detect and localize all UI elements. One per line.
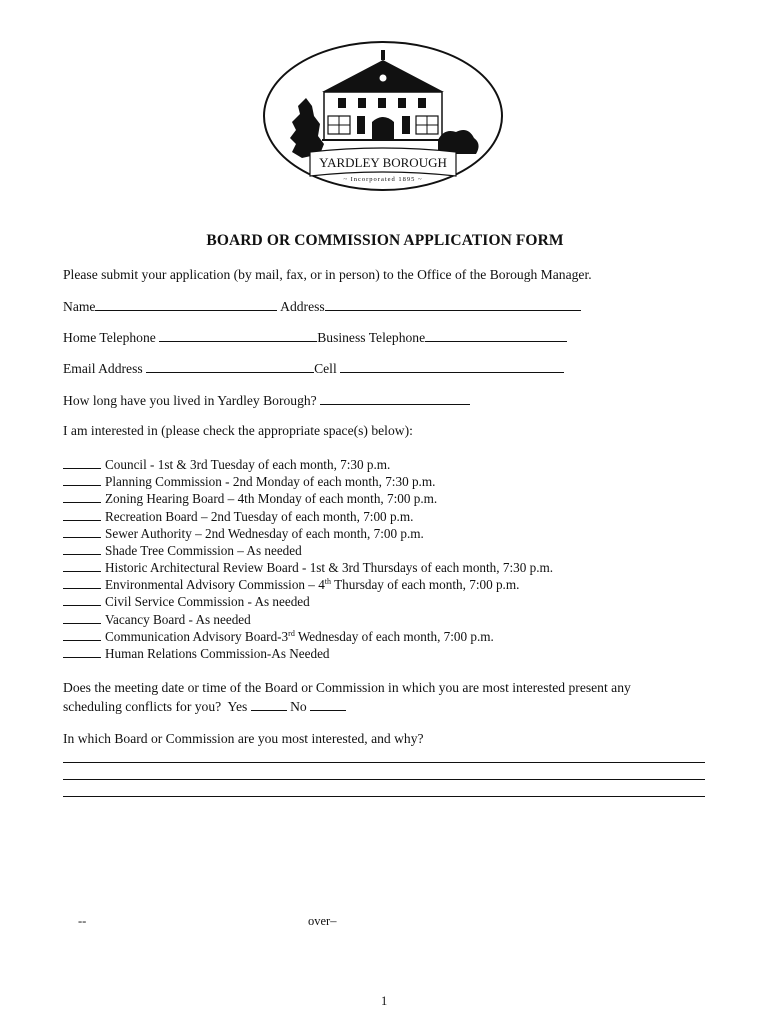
email-cell-row <box>63 360 564 377</box>
business-phone-label: Business Telephone <box>317 330 426 345</box>
name-address-row <box>63 298 581 315</box>
name-field[interactable] <box>95 298 277 311</box>
yardley-borough-logo <box>262 40 504 192</box>
check-blank[interactable] <box>63 628 101 641</box>
option-vacancy <box>63 611 251 628</box>
check-blank[interactable] <box>63 490 101 503</box>
cell-label: Cell <box>314 361 337 376</box>
option-label-post: Wednesday of each month, 7:00 p.m. <box>294 629 494 644</box>
check-blank[interactable] <box>63 611 101 624</box>
residency-field[interactable] <box>320 392 470 405</box>
option-label-post: Thursday of each month, 7:00 p.m. <box>331 577 520 592</box>
email-label: Email Address <box>63 361 143 376</box>
check-blank[interactable] <box>63 525 101 538</box>
conflict-question-line2-row <box>63 698 346 715</box>
address-label: Address <box>280 299 325 314</box>
check-blank[interactable] <box>63 456 101 469</box>
conflict-question-line1: Does the meeting date or time of the Board or Commission in which you are most interested present any <box>63 680 631 695</box>
home-phone-label: Home Telephone <box>63 330 156 345</box>
option-recreation <box>63 508 413 525</box>
option-label-sup: th <box>324 577 332 586</box>
address-field[interactable] <box>325 298 581 311</box>
option-historic <box>63 559 553 576</box>
conflict-question-line2: scheduling conflicts for you? <box>63 699 222 714</box>
option-planning <box>63 473 435 490</box>
option-label: Sewer Authority – 2nd Wednesday of each month, 7:00 p.m. <box>105 526 424 541</box>
option-council <box>63 456 390 473</box>
yes-blank[interactable] <box>251 698 287 711</box>
business-phone-field[interactable] <box>425 329 567 342</box>
logo-name: YARDLEY BOROUGH <box>319 155 447 170</box>
option-label-pre: Environmental Advisory Commission – 4 <box>105 577 325 592</box>
email-field[interactable] <box>146 360 314 373</box>
interest-prompt: I am interested in (please check the appropriate space(s) below): <box>63 423 413 438</box>
footer-left: -- <box>78 914 87 928</box>
check-blank[interactable] <box>63 508 101 521</box>
option-environmental <box>63 576 519 593</box>
option-communication <box>63 628 494 645</box>
option-label-pre: Communication Advisory Board-3 <box>105 629 289 644</box>
cell-field[interactable] <box>340 360 564 373</box>
form-title: BOARD OR COMMISSION APPLICATION FORM <box>206 232 564 249</box>
option-shade-tree <box>63 542 302 559</box>
logo-tagline: ~ Incorporated 1895 ~ <box>343 176 423 183</box>
yes-label: Yes <box>227 699 248 714</box>
answer-line-1[interactable] <box>63 762 705 763</box>
residency-row <box>63 392 470 409</box>
residency-question: How long have you lived in Yardley Borough? <box>63 393 317 408</box>
home-phone-field[interactable] <box>159 329 317 342</box>
option-label: Historic Architectural Review Board - 1st & 3rd Thursdays of each month, 7:30 p.m. <box>105 560 554 575</box>
intro-text: Please submit your application (by mail, fax, or in person) to the Office of the Borough Manager. <box>63 267 592 282</box>
option-label-sup: rd <box>288 629 295 638</box>
check-blank[interactable] <box>63 542 101 555</box>
no-label: No <box>290 699 307 714</box>
phone-row <box>63 329 567 346</box>
page-number: 1 <box>381 994 388 1008</box>
option-label: Recreation Board – 2nd Tuesday of each month, 7:00 p.m. <box>105 509 414 524</box>
answer-line-3[interactable] <box>63 796 705 797</box>
option-label: Shade Tree Commission – As needed <box>105 543 302 558</box>
option-label: Council - 1st & 3rd Tuesday of each month, 7:30 p.m. <box>105 457 391 472</box>
footer-over: over– <box>308 914 337 928</box>
name-label: Name <box>63 299 96 314</box>
check-blank[interactable] <box>63 645 101 658</box>
option-label: Human Relations Commission-As Needed <box>105 646 330 661</box>
check-blank[interactable] <box>63 576 101 589</box>
check-blank[interactable] <box>63 559 101 572</box>
option-civil-service <box>63 593 310 610</box>
check-blank[interactable] <box>63 593 101 606</box>
check-blank[interactable] <box>63 473 101 486</box>
why-question: In which Board or Commission are you most interested, and why? <box>63 731 424 746</box>
option-human-relations <box>63 645 330 662</box>
option-label: Planning Commission - 2nd Monday of each month, 7:30 p.m. <box>105 474 436 489</box>
answer-line-2[interactable] <box>63 779 705 780</box>
option-sewer <box>63 525 424 542</box>
no-blank[interactable] <box>310 698 346 711</box>
option-label: Vacancy Board - As needed <box>105 612 251 627</box>
option-zoning <box>63 490 437 507</box>
option-label: Zoning Hearing Board – 4th Monday of each month, 7:00 p.m. <box>105 491 438 506</box>
option-label: Civil Service Commission - As needed <box>105 594 310 609</box>
